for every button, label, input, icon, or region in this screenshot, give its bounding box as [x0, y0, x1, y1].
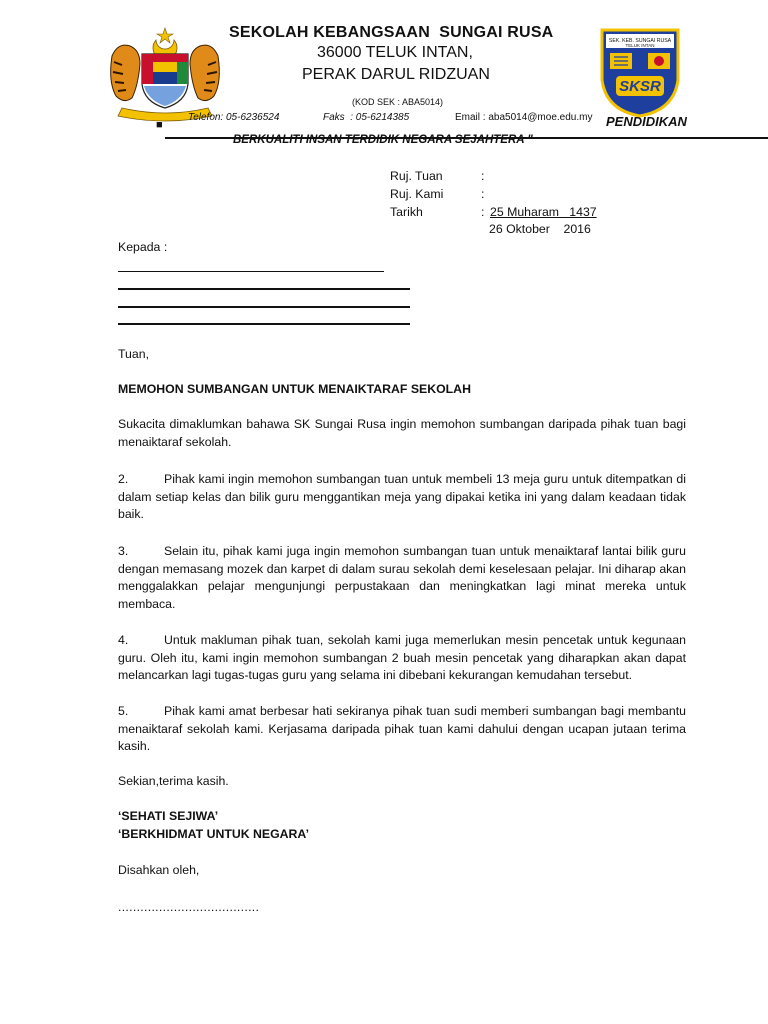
paragraph-2-text: Pihak kami ingin memohon sumbangan tuan untuk membeli 13 meja guru untuk ditempatkan di dalam setiap kelas dan bilik guru menggantikan meja yang dipakai ketika ini yang dalam keadaan tidak baik.: [118, 472, 686, 521]
ruj-kami-label: Ruj. Kami: [390, 187, 444, 201]
letter-subject: MEMOHON SUMBANGAN UNTUK MENAIKTARAF SEKOLAH: [118, 382, 471, 396]
paragraph-2: [118, 471, 686, 524]
kepada-label: Kepada :: [118, 240, 168, 254]
address-line-2: [118, 288, 410, 290]
pendidikan-label: PENDIDIKAN: [606, 114, 687, 129]
signature-dotted-line: ......................................: [118, 900, 260, 914]
kod-sekolah: (KOD SEK : ABA5014): [352, 97, 444, 107]
paragraph-4: [118, 632, 686, 685]
address-line-3: [118, 306, 410, 308]
paragraph-1: [118, 416, 686, 451]
school-address-line1: 36000 TELUK INTAN,: [317, 44, 473, 61]
badge-top-text: SEK. KEB. SUNGAI RUSA: [608, 38, 672, 44]
paragraph-4-text: Untuk makluman pihak tuan, sekolah kami juga memerlukan mesin pencetak untuk kegunaan guru. Oleh itu, kami ingin memohon sumbangan 2 buah mesin pencetak yang diharapkan akan dapat melancarkan lagi tugas-tugas guru yang selama ini dibebani kekurangan kemudahan tersebut.: [118, 633, 686, 682]
tarikh-colon: :: [481, 205, 485, 219]
tarikh-label: Tarikh: [390, 205, 423, 219]
slogan-line-1: ‘SEHATI SEJIWA’: [118, 809, 219, 823]
telefon-text: Telefon: 05-6236524: [188, 112, 280, 123]
salutation: Tuan,: [118, 347, 149, 361]
email-text: Email : aba5014@moe.edu.my: [455, 112, 593, 123]
paragraph-3-text: Selain itu, pihak kami juga ingin memohon sumbangan tuan untuk menaiktaraf lantai bilik guru dengan memasang mozek dan karpet di dalam surau sekolah demi keselesaan pelajar. Ini diharap akan menggalakkan pelajar mengunjungi perpustakaan dan meningkatkan lagi minat mereka untuk membaca.: [118, 544, 686, 611]
paragraph-2-number: 2.: [118, 472, 129, 486]
closing-text: Sekian,terima kasih.: [118, 774, 229, 788]
address-line-4: [118, 323, 410, 325]
ruj-tuan-colon: :: [481, 169, 485, 183]
paragraph-5-number: 5.: [118, 704, 129, 718]
paragraph-4-number: 4.: [118, 633, 129, 647]
paragraph-1-text: Sukacita dimaklumkan bahawa SK Sungai Rusa ingin memohon sumbangan daripada pihak tuan bagi menaiktaraf sekolah.: [118, 417, 686, 449]
school-name: SEKOLAH KEBANGSAAN SUNGAI RUSA: [229, 24, 554, 41]
disahkan-label: Disahkan oleh,: [118, 863, 200, 877]
paragraph-5-text: Pihak kami amat berbesar hati sekiranya pihak tuan sudi memberi sumbangan bagi membantu menaiktaraf sekolah kami. Kerjasama daripada pihak tuan kami dahului dengan ucapan jutaan terima kasih.: [118, 704, 686, 753]
school-motto: BERKUALITI INSAN TERDIDIK NEGARA SEJAHTERA ": [233, 134, 533, 146]
paragraph-3-number: 3.: [118, 544, 129, 558]
ruj-kami-colon: :: [481, 187, 485, 201]
faks-text: Faks : 05-6214385: [323, 112, 410, 123]
gregorian-date: 26 Oktober 2016: [489, 222, 591, 236]
school-badge-logo: [598, 26, 682, 118]
bullet-dot: ■: [156, 119, 163, 131]
slogan-line-2: ‘BERKHIDMAT UNTUK NEGARA’: [118, 827, 310, 841]
school-address-line2: PERAK DARUL RIDZUAN: [302, 66, 490, 83]
badge-letters: SKSR: [619, 78, 661, 95]
paragraph-3: [118, 543, 686, 613]
badge-sub-text: TELUK INTAN: [625, 43, 655, 48]
coat-of-arms-logo: [104, 26, 226, 122]
ruj-tuan-label: Ruj. Tuan: [390, 169, 443, 183]
hijri-date: 25 Muharam 1437: [490, 205, 597, 219]
paragraph-5: [118, 703, 686, 756]
address-line-1: [118, 271, 384, 272]
